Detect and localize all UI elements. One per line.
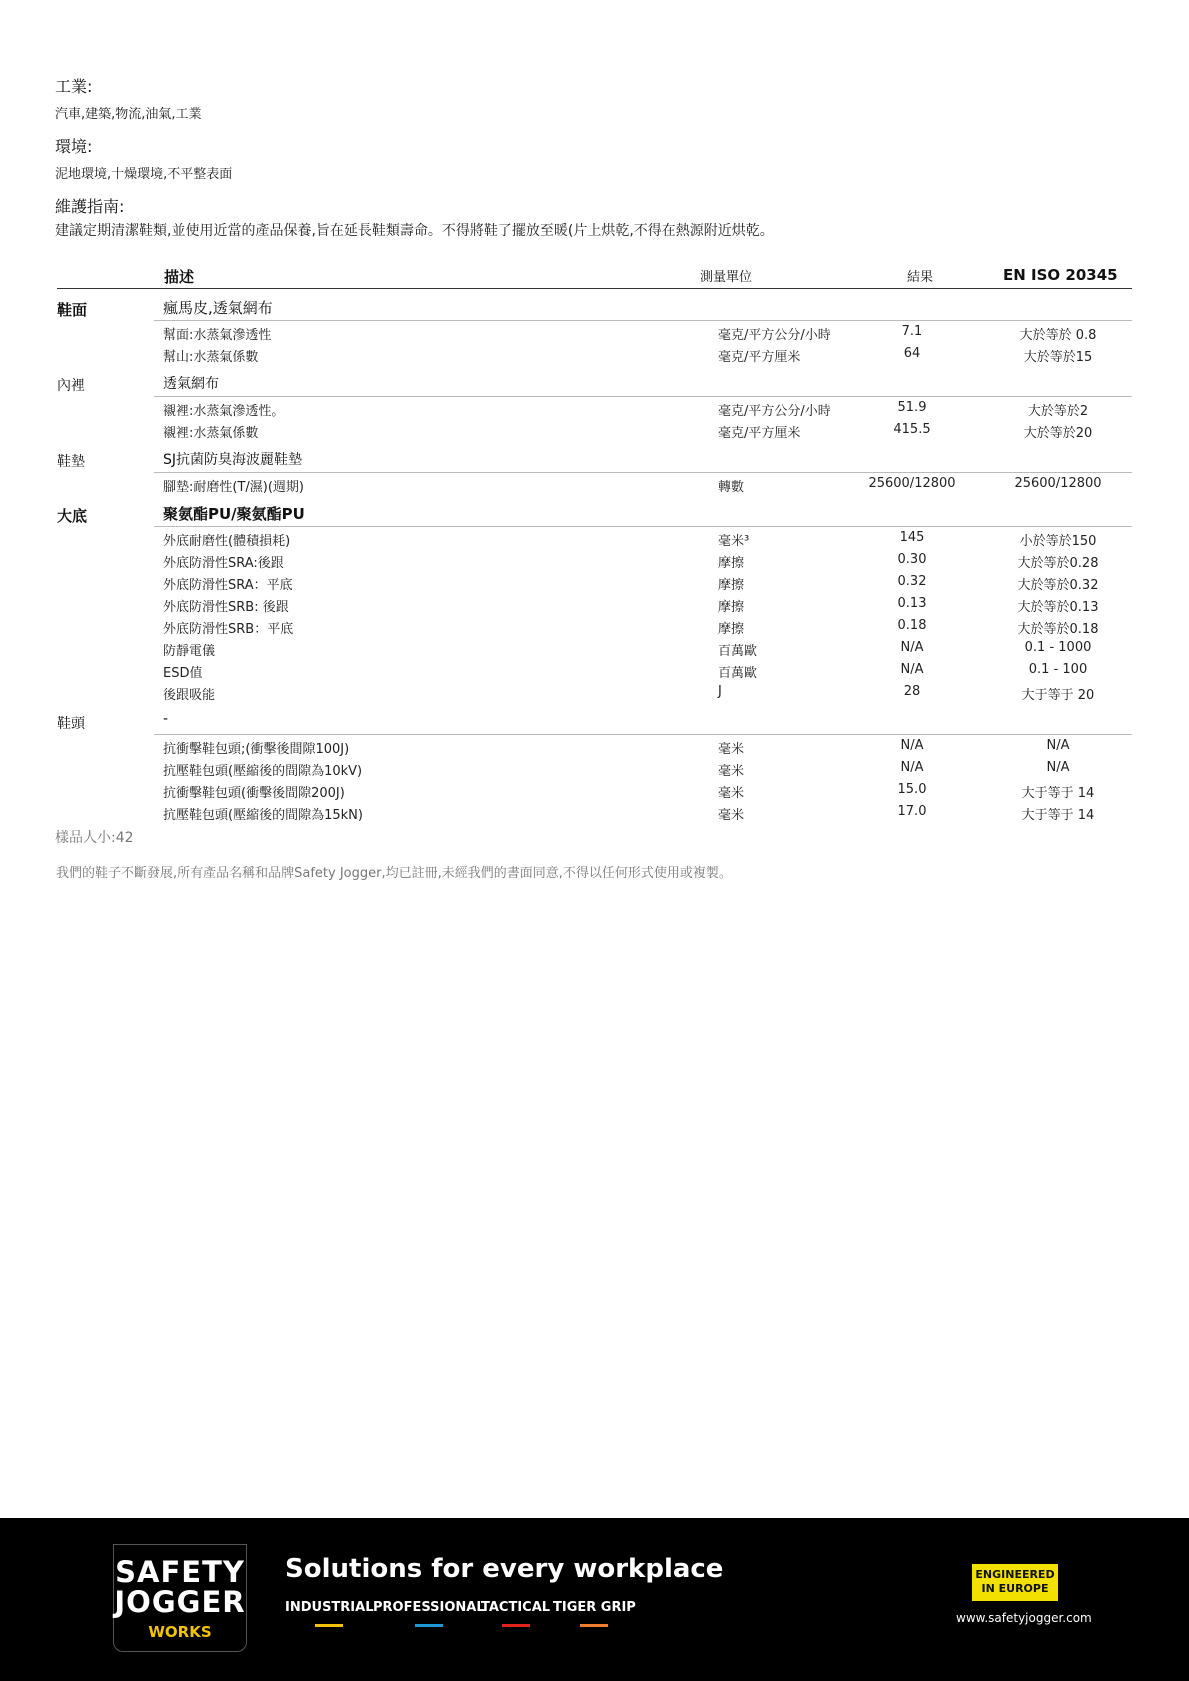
header-result: 結果 [907, 270, 934, 285]
row-description: 抗壓鞋包頭(壓縮後的間隙為15kN) [163, 808, 363, 823]
group-material: SJ抗菌防臭海波麗鞋墊 [163, 452, 303, 468]
header-description: 描述 [164, 268, 195, 286]
brand-item[interactable] [285, 1600, 374, 1615]
row-standard: 大於等於0.18 [1017, 622, 1099, 637]
row-description: 外底耐磨性(體積損耗) [163, 534, 291, 549]
table-group [57, 365, 1132, 397]
row-result: 0.13 [897, 596, 927, 611]
table-group [57, 703, 1132, 735]
engineered-in-europe-badge [972, 1564, 1058, 1601]
spec-table [57, 262, 1132, 823]
brand-underline [502, 1624, 530, 1627]
group-label: 鞋面 [57, 301, 88, 319]
group-material: 瘋馬皮,透氣網布 [163, 299, 273, 317]
row-result: 415.5 [893, 422, 931, 437]
table-row [57, 757, 1132, 779]
table-row [57, 801, 1132, 823]
row-standard: 大於等於0.32 [1017, 578, 1099, 593]
row-standard: 大於等於0.13 [1017, 600, 1099, 615]
row-result: 51.9 [897, 400, 927, 415]
logo-line-2: JOGGER [114, 1585, 246, 1619]
row-description: 外底防滑性SRA：平底 [163, 578, 293, 593]
row-description: 抗衝擊鞋包頭(衝擊後間隙200J) [163, 786, 345, 801]
row-unit: 摩擦 [718, 622, 745, 637]
badge-line-2: IN EUROPE [981, 1582, 1049, 1595]
row-description: 抗衝擊鞋包頭;(衝擊後間隙100J) [163, 742, 350, 757]
table-row [57, 681, 1132, 703]
row-unit: 毫克/平方公分/小時 [718, 404, 831, 419]
row-description: ESD值 [163, 666, 203, 681]
table-row [57, 615, 1132, 637]
industry-section [55, 74, 202, 122]
row-standard: 0.1 - 100 [1028, 662, 1088, 677]
table-group [57, 495, 1132, 527]
row-description: 後跟吸能 [163, 688, 216, 703]
brand-underline [580, 1624, 608, 1627]
tagline: Solutions for every workplace [285, 1554, 724, 1584]
row-standard: 0.1 - 1000 [1024, 640, 1092, 655]
group-label: 內裡 [57, 378, 85, 394]
brand-underline [415, 1624, 443, 1627]
row-unit: 摩擦 [718, 556, 745, 571]
row-result: 145 [899, 530, 925, 545]
group-label: 大底 [57, 507, 88, 525]
row-standard: 大於等於15 [1023, 350, 1093, 365]
row-unit: 毫米 [718, 786, 745, 801]
industry-text: 汽車,建築,物流,油氣,工業 [55, 107, 202, 122]
brand-item[interactable] [373, 1600, 485, 1615]
row-standard: 大于等于 14 [1021, 786, 1095, 801]
row-unit: 百萬歐 [718, 666, 758, 681]
care-heading: 維護指南: [55, 197, 125, 216]
row-unit: 轉數 [718, 480, 745, 495]
care-text: 建議定期清潔鞋類,並使用近當的產品保養,旨在延長鞋類壽命。不得將鞋了擺放至暖(片上烘乾,不得在熱源附近烘乾。 [55, 223, 774, 239]
row-unit: 摩擦 [718, 578, 745, 593]
table-row [57, 659, 1132, 681]
row-unit: 毫米 [718, 764, 745, 779]
table-row [57, 343, 1132, 365]
row-result: 0.32 [897, 574, 927, 589]
row-unit: 毫克/平方厘米 [718, 426, 801, 441]
row-standard: 大於等於 0.8 [1019, 328, 1097, 343]
brand-underline [315, 1624, 343, 1627]
table-row [57, 527, 1132, 549]
industry-heading: 工業: [55, 77, 93, 96]
environment-heading: 環境: [55, 137, 93, 156]
table-row [57, 637, 1132, 659]
row-result: 15.0 [897, 782, 927, 797]
row-description: 外底防滑性SRB: 後跟 [163, 600, 289, 615]
footer [0, 1518, 1189, 1681]
row-standard: 大於等於0.28 [1017, 556, 1099, 571]
badge-line-1: ENGINEERED [975, 1568, 1055, 1581]
row-result: N/A [900, 640, 924, 655]
row-result: N/A [900, 662, 924, 677]
row-standard: 小於等於150 [1019, 534, 1097, 549]
group-label: 鞋頭 [57, 716, 85, 732]
row-unit: 毫克/平方厘米 [718, 350, 801, 365]
brand-label: INDUSTRIAL [285, 1600, 374, 1615]
row-unit: 摩擦 [718, 600, 745, 615]
table-header [57, 262, 1132, 288]
group-label: 鞋墊 [57, 454, 85, 470]
brand-label: TACTICAL [481, 1600, 551, 1615]
group-material: 聚氨酯PU/聚氨酯PU [163, 505, 305, 523]
table-row [57, 397, 1132, 419]
header-standard: EN ISO 20345 [1003, 266, 1118, 284]
table-body [57, 289, 1132, 823]
brand-item[interactable] [481, 1600, 550, 1615]
table-group [57, 289, 1132, 321]
website-link[interactable]: www.safetyjogger.com [956, 1611, 1092, 1625]
brand-label: PROFESSIONAL [373, 1600, 485, 1615]
brand-item[interactable] [553, 1600, 636, 1615]
safety-jogger-works-logo [113, 1544, 247, 1652]
row-standard: 大于等于 20 [1021, 688, 1095, 703]
row-unit: 毫米 [718, 808, 745, 823]
row-unit: 毫克/平方公分/小時 [718, 328, 831, 343]
row-standard: N/A [1046, 760, 1070, 775]
row-unit: 毫米³ [718, 534, 750, 549]
row-result: 0.30 [897, 552, 927, 567]
table-row [57, 321, 1132, 343]
row-unit: J [718, 684, 722, 699]
row-unit: 毫米 [718, 742, 745, 757]
group-material: 透氣網布 [163, 376, 219, 392]
row-result: 0.18 [897, 618, 927, 633]
row-result: N/A [900, 760, 924, 775]
row-result: 7.1 [901, 324, 923, 339]
header-unit: 測量單位 [700, 270, 753, 285]
brand-label: TIGER GRIP [553, 1600, 636, 1615]
row-result: N/A [900, 738, 924, 753]
environment-text: 泥地環境,十燥環境,不平整表面 [55, 167, 233, 182]
logo-line-1: SAFETY [115, 1555, 245, 1589]
row-unit: 百萬歐 [718, 644, 758, 659]
table-row [57, 735, 1132, 757]
disclaimer: 我們的鞋子不斷發展,所有產品名稱和品牌Safety Jogger,均已註冊,未經我們的書面同意,不得以任何形式使用或複製。 [56, 866, 732, 881]
row-description: 腳墊:耐磨性(T/濕)(週期) [163, 480, 304, 495]
row-description: 防靜電儀 [163, 644, 216, 659]
row-description: 幫面:水蒸氣滲透性 [163, 328, 272, 343]
environment-section [55, 134, 232, 182]
row-result: 17.0 [897, 804, 927, 819]
group-material: - [163, 711, 169, 727]
row-description: 襯裡:水蒸氣滲透性。 [163, 404, 285, 419]
row-standard: 大於等於20 [1023, 426, 1093, 441]
row-description: 抗壓鞋包頭(壓縮後的間隙為10kV) [163, 764, 363, 779]
row-result: 64 [903, 346, 921, 361]
row-description: 外底防滑性SRB：平底 [163, 622, 294, 637]
row-standard: 大於等於2 [1027, 404, 1089, 419]
row-description: 幫山:水蒸氣係數 [163, 350, 259, 365]
table-row [57, 549, 1132, 571]
row-result: 25600/12800 [868, 476, 956, 491]
table-row [57, 593, 1132, 615]
row-standard: 大于等于 14 [1021, 808, 1095, 823]
table-row [57, 571, 1132, 593]
row-standard: 25600/12800 [1014, 476, 1102, 491]
table-row [57, 419, 1132, 441]
logo-line-3: WORKS [148, 1623, 212, 1641]
care-section [55, 194, 774, 240]
row-description: 外底防滑性SRA:後跟 [163, 556, 284, 571]
row-result: 28 [903, 684, 921, 699]
row-description: 襯裡:水蒸氣係數 [163, 426, 259, 441]
table-row [57, 779, 1132, 801]
sample-size: 樣品人小:42 [55, 830, 134, 846]
row-standard: N/A [1046, 738, 1070, 753]
table-group [57, 441, 1132, 473]
table-row [57, 473, 1132, 495]
